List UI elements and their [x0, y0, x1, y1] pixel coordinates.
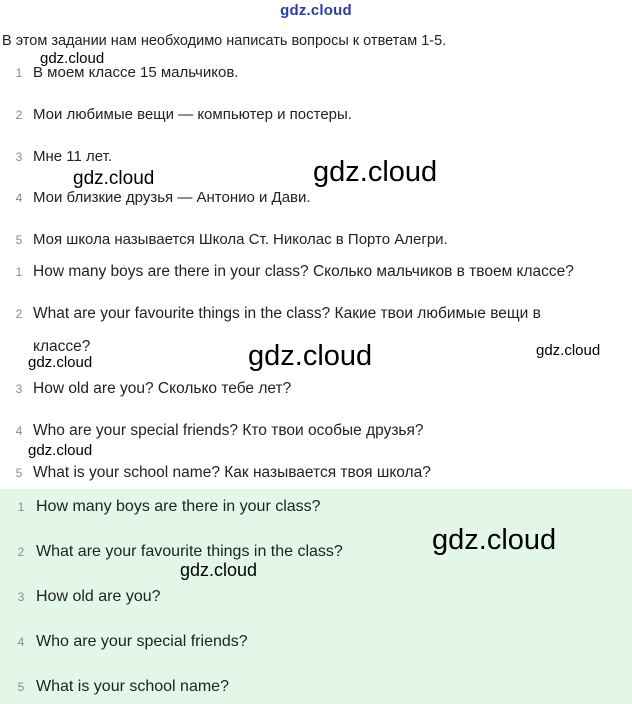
site-title[interactable]: gdz.cloud — [280, 2, 352, 19]
item-text-continuation: классе? — [33, 338, 91, 355]
item-number: 4 — [17, 635, 25, 649]
item-number: 2 — [15, 307, 23, 321]
answer-block — [0, 489, 632, 704]
item-text: Мои близкие друзья — Антонио и Дави. — [33, 189, 311, 206]
item-number: 2 — [15, 108, 23, 122]
task-intro: В этом задании нам необходимо написать вопросы к ответам 1-5. — [2, 33, 447, 49]
item-text: What is your school name? — [36, 678, 229, 695]
item-number: 5 — [15, 466, 23, 480]
item-number: 2 — [17, 545, 25, 559]
item-text: Мои любимые вещи — компьютер и постеры. — [33, 106, 352, 123]
watermark: gdz.cloud — [313, 156, 438, 188]
item-number: 5 — [15, 233, 23, 247]
watermark: gdz.cloud — [28, 442, 93, 459]
item-number: 4 — [15, 191, 23, 205]
item-number: 3 — [17, 590, 25, 604]
item-text: How old are you? Сколько тебе лет? — [33, 380, 292, 397]
watermark: gdz.cloud — [432, 524, 557, 556]
item-text: What are your favourite things in the class? Какие твои любимые вещи в — [33, 305, 541, 322]
item-number: 3 — [15, 382, 23, 396]
item-text: What is your school name? Как называется твоя школа? — [33, 464, 431, 481]
watermark: gdz.cloud — [536, 342, 601, 359]
watermark: gdz.cloud — [73, 168, 155, 189]
watermark: gdz.cloud — [180, 560, 258, 580]
item-text: What are your favourite things in the class? — [36, 543, 343, 560]
watermark: gdz.cloud — [28, 354, 93, 371]
item-number: 1 — [15, 265, 23, 279]
item-text: Моя школа называется Школа Ст. Николас в Порто Алегри. — [33, 231, 448, 248]
item-number: 1 — [15, 66, 23, 80]
item-text: How many boys are there in your class? — [36, 498, 321, 515]
item-number: 1 — [17, 500, 25, 514]
watermark: gdz.cloud — [248, 340, 373, 372]
item-number: 5 — [17, 680, 25, 694]
item-text: В моем классе 15 мальчиков. — [33, 64, 239, 81]
item-number: 4 — [15, 424, 23, 438]
item-number: 3 — [15, 150, 23, 164]
item-text: Who are your special friends? — [36, 633, 248, 650]
item-text: How old are you? — [36, 588, 161, 605]
item-text: Мне 11 лет. — [33, 148, 112, 165]
item-text: Who are your special friends? Кто твои особые друзья? — [33, 422, 424, 439]
watermark: gdz.cloud — [40, 50, 105, 67]
item-text: How many boys are there in your class? Сколько мальчиков в твоем классе? — [33, 263, 574, 280]
